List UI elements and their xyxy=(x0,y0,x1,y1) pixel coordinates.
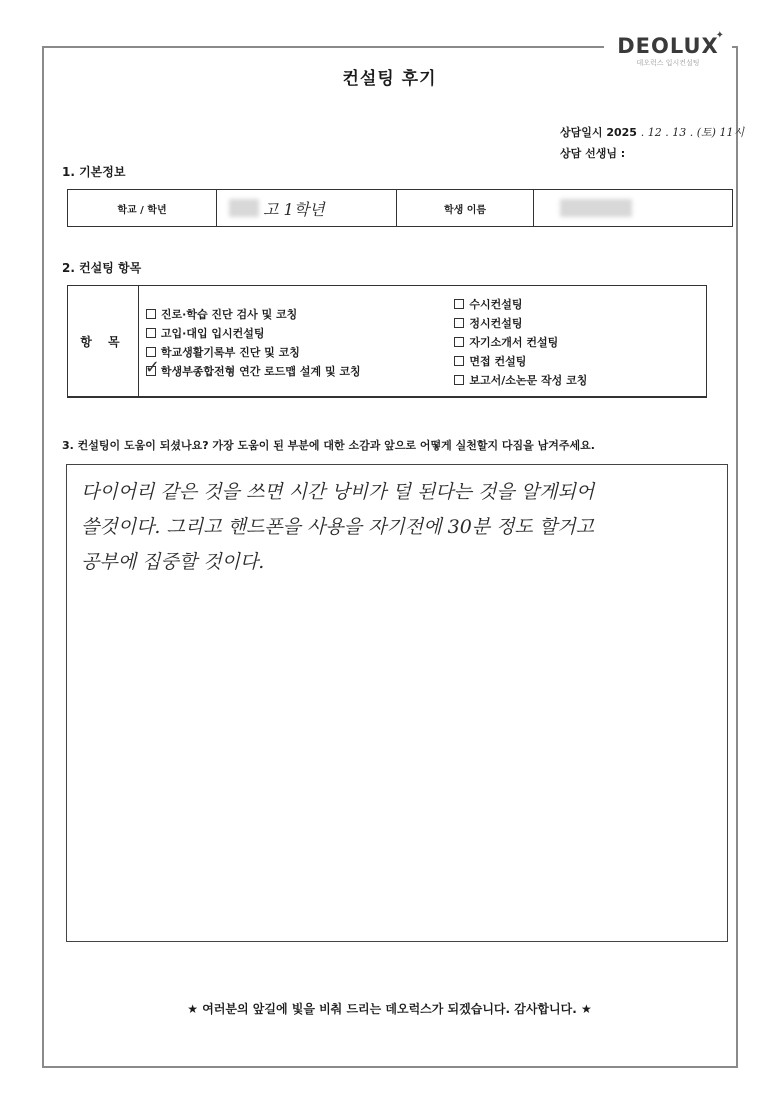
feedback-line: 다이어리 같은 것을 쓰면 시간 낭비가 덜 된다는 것을 알게되어 xyxy=(81,481,595,503)
consult-date xyxy=(560,124,744,140)
option-career-diagnosis: 진로·학습 진단 검사 및 코칭 xyxy=(146,306,297,322)
items-left-column xyxy=(139,286,449,396)
redacted-school xyxy=(229,199,259,217)
consult-teacher: 상담 선생님 : xyxy=(560,147,626,160)
items-row-label: 항 목 xyxy=(68,286,139,396)
school-grade-label: 학교 / 학년 xyxy=(68,190,217,226)
basic-info-table xyxy=(67,189,733,227)
consult-date-label: 상담일시 2025 xyxy=(560,126,637,139)
option-regular-admission: 정시컨설팅 xyxy=(454,315,522,331)
option-self-intro: 자기소개서 컨설팅 xyxy=(454,334,558,350)
checkbox[interactable] xyxy=(454,337,464,347)
feedback-line: 공부에 집중할 것이다. xyxy=(81,551,265,573)
option-interview: 면접 컨설팅 xyxy=(454,353,526,369)
option-roadmap-design: ✓ 학생부종합전형 연간 로드맵 설계 및 코칭 xyxy=(144,357,361,378)
redacted-student-name xyxy=(560,199,632,217)
consult-date-value: . 12 . 13 . (토) 11시 xyxy=(640,126,745,139)
logo-subtitle: 데오럭스 입시컨설팅 xyxy=(636,59,700,67)
feedback-line: 쓸것이다. 그리고 핸드폰을 사용을 자기전에 30분 정도 할거고 xyxy=(81,516,594,538)
option-admission-consulting: 고입·대입 입시컨설팅 xyxy=(146,325,265,341)
sparkle-icon: ✦ xyxy=(715,30,724,41)
checkbox[interactable] xyxy=(454,318,464,328)
school-grade-cell xyxy=(217,190,397,226)
student-name-cell xyxy=(534,190,732,226)
section-feedback-heading: 3. 컨설팅이 도움이 되셨나요? 가장 도움이 된 부분에 대한 소감과 앞으로 어떻게 실천할지 다짐을 남겨주세요. xyxy=(62,439,595,452)
option-early-admission: 수시컨설팅 xyxy=(454,296,522,312)
checkbox[interactable] xyxy=(454,375,464,385)
brand-logo xyxy=(604,30,732,68)
section-basic-info-heading: 1. 기본정보 xyxy=(62,165,126,179)
checkbox[interactable] xyxy=(454,299,464,309)
section-items-heading: 2. 컨설팅 항목 xyxy=(62,261,142,275)
checkbox[interactable] xyxy=(146,347,156,357)
check-mark-icon: ✓ xyxy=(144,357,160,378)
student-name-label: 학생 이름 xyxy=(397,190,534,226)
checkbox[interactable] xyxy=(146,328,156,338)
page-title: 컨설팅 후기 xyxy=(342,69,437,89)
checkbox[interactable] xyxy=(146,309,156,319)
checkbox[interactable] xyxy=(454,356,464,366)
feedback-answer-box[interactable] xyxy=(66,464,728,942)
footer-message: ★ 여러분의 앞길에 빛을 비춰 드리는 데오럭스가 되겠습니다. 감사합니다. ★ xyxy=(187,1002,592,1016)
items-right-column xyxy=(448,286,706,396)
option-report-coaching: 보고서/소논문 작성 코칭 xyxy=(454,372,587,388)
school-grade-value: 고 1학년 xyxy=(263,199,325,219)
checkbox-checked[interactable] xyxy=(144,357,160,378)
consulting-items-table xyxy=(67,285,707,398)
option-record-diagnosis: 학교생활기록부 진단 및 코칭 xyxy=(146,344,300,360)
logo-text: DEOLUX xyxy=(617,34,719,58)
